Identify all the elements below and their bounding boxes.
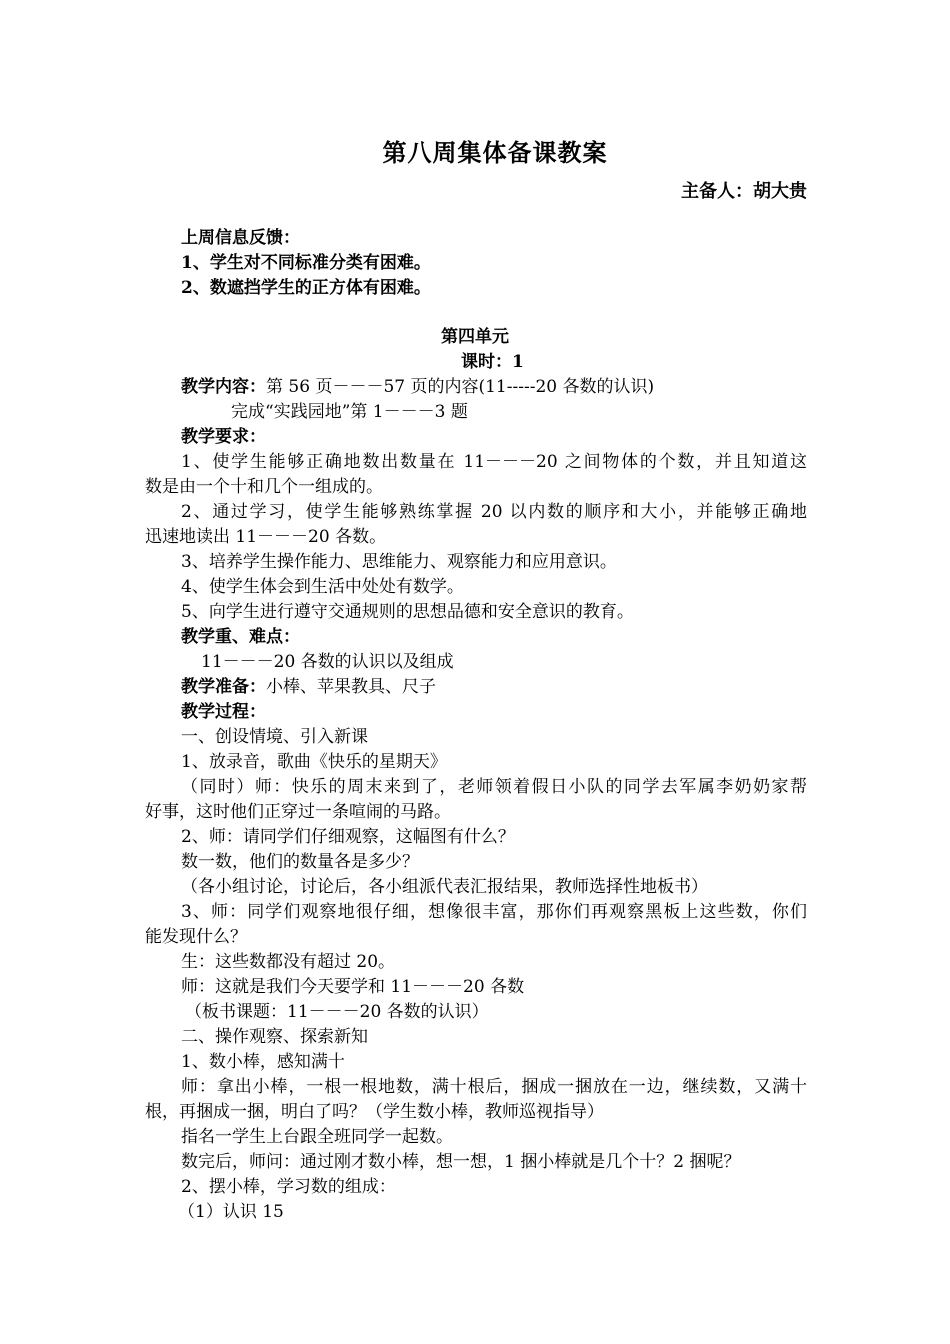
content-text-2: 完成“实践园地”第 1－－－3 题 [231,402,468,422]
requirement-5: 5、向学生进行遵守交通规则的思想品德和安全意识的教育。 [181,602,634,622]
process-line: 指名一学生上台跟全班同学一起数。 [181,1127,453,1147]
requirement-3: 3、培养学生操作能力、思维能力、观察能力和应用意识。 [181,552,617,572]
process-line: 根，再捆成一捆，明白了吗？（学生数小棒，教师巡视指导） [145,1102,604,1122]
requirement-1a: 1、使学生能够正确地数出数量在 11－－－20 之间物体的个数，并且知道这 [181,452,807,472]
prep-label: 教学准备： [181,677,266,697]
process-line: 一、创设情境、引入新课 [181,727,368,747]
process-line: 师：这就是我们今天要学和 11－－－20 各数 [181,977,525,997]
content-label: 教学内容： [181,377,266,397]
process-line: （板书课题：11－－－20 各数的认识） [185,1002,489,1022]
author-line: 主备人：胡大贵 [681,181,807,202]
process-line: 数一数，他们的数量各是多少？ [181,852,419,872]
process-line: 2、摆小棒，学习数的组成： [181,1177,396,1197]
process-line: 3、师：同学们观察地很仔细，想像很丰富，那你们再观察黑板上这些数，你们 [181,902,807,922]
lesson-heading: 课时：1 [461,352,524,372]
process-line: （1）认识 15 [178,1202,284,1222]
requirements-label: 教学要求： [181,427,266,447]
process-line: 数完后，师问：通过刚才数小棒，想一想，1 捆小棒就是几个十？2 捆呢？ [181,1152,741,1172]
requirement-2a: 2、通过学习，使学生能够熟练掌握 20 以内数的顺序和大小，并能够正确地 [181,502,807,522]
key-points-text: 11－－－20 各数的认识以及组成 [201,652,454,672]
process-line: 1、数小棒，感知满十 [181,1052,345,1072]
process-line: 能发现什么？ [145,927,247,947]
process-line: （同时）师：快乐的周末来到了，老师领着假日小队的同学去军属李奶奶家帮 [181,777,807,797]
unit-heading: 第四单元 [441,327,509,347]
feedback-heading: 上周信息反馈： [181,228,300,248]
content-text: 第 56 页－－－57 页的内容(11-----20 各数的认识) [266,377,655,397]
requirement-2b: 迅速地读出 11－－－20 各数。 [145,527,387,547]
requirement-1b: 数是由一个十和几个一组成的。 [145,477,383,497]
teaching-content [181,375,654,399]
process-line: 1、放录音，歌曲《快乐的星期天》 [181,752,447,772]
process-label: 教学过程： [181,702,266,722]
process-line: 2、师：请同学们仔细观察，这幅图有什么？ [181,827,515,847]
process-line: 好事，这时他们正穿过一条喧闹的马路。 [145,802,451,822]
requirement-4: 4、使学生体会到生活中处处有数学。 [181,577,464,597]
teaching-prep [181,675,436,699]
prep-text: 小棒、苹果教具、尺子 [266,677,436,697]
key-points-label: 教学重、难点： [181,627,300,647]
process-line: 二、操作观察、探索新知 [181,1027,368,1047]
process-line: 师：拿出小棒，一根一根地数，满十根后，捆成一捆放在一边，继续数，又满十 [181,1077,807,1097]
feedback-item: 1、学生对不同标准分类有困难。 [181,253,431,273]
document-title: 第八周集体备课教案 [382,138,608,167]
process-line: （各小组讨论，讨论后，各小组派代表汇报结果，教师选择性地板书） [181,877,708,897]
process-line: 生：这些数都没有超过 20。 [181,952,396,972]
feedback-item: 2、数遮挡学生的正方体有困难。 [181,278,431,298]
